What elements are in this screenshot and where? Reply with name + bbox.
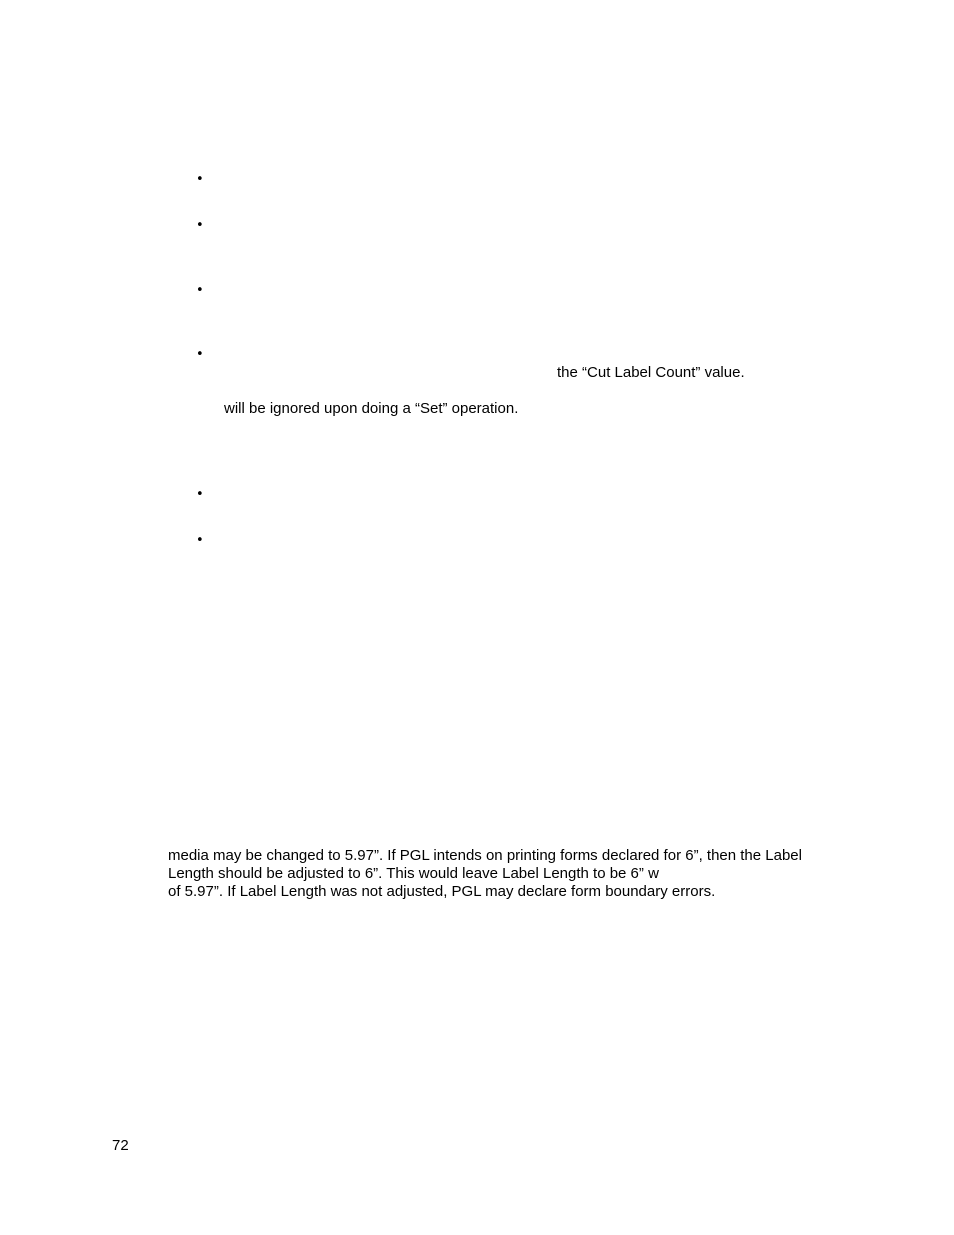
bullet-5: • [196, 487, 204, 502]
bullet-6: • [196, 533, 204, 548]
paragraph-line-3: of 5.97”. If Label Length was not adjusted, PGL may declare form boundary errors. [168, 883, 716, 900]
set-operation-text: will be ignored upon doing a “Set” operation. [224, 400, 519, 417]
paragraph-line-1: media may be changed to 5.97”. If PGL intends on printing forms declared for 6”, then the Label [168, 847, 802, 864]
bullet-4: • [196, 347, 204, 362]
bullet-1: • [196, 172, 204, 187]
page-number: 72 [112, 1137, 129, 1154]
paragraph-line-2: Length should be adjusted to 6”. This would leave Label Length to be 6” w [168, 865, 659, 882]
cut-label-count-text: the “Cut Label Count” value. [557, 364, 745, 381]
bullet-2: • [196, 218, 204, 233]
bullet-3: • [196, 283, 204, 298]
